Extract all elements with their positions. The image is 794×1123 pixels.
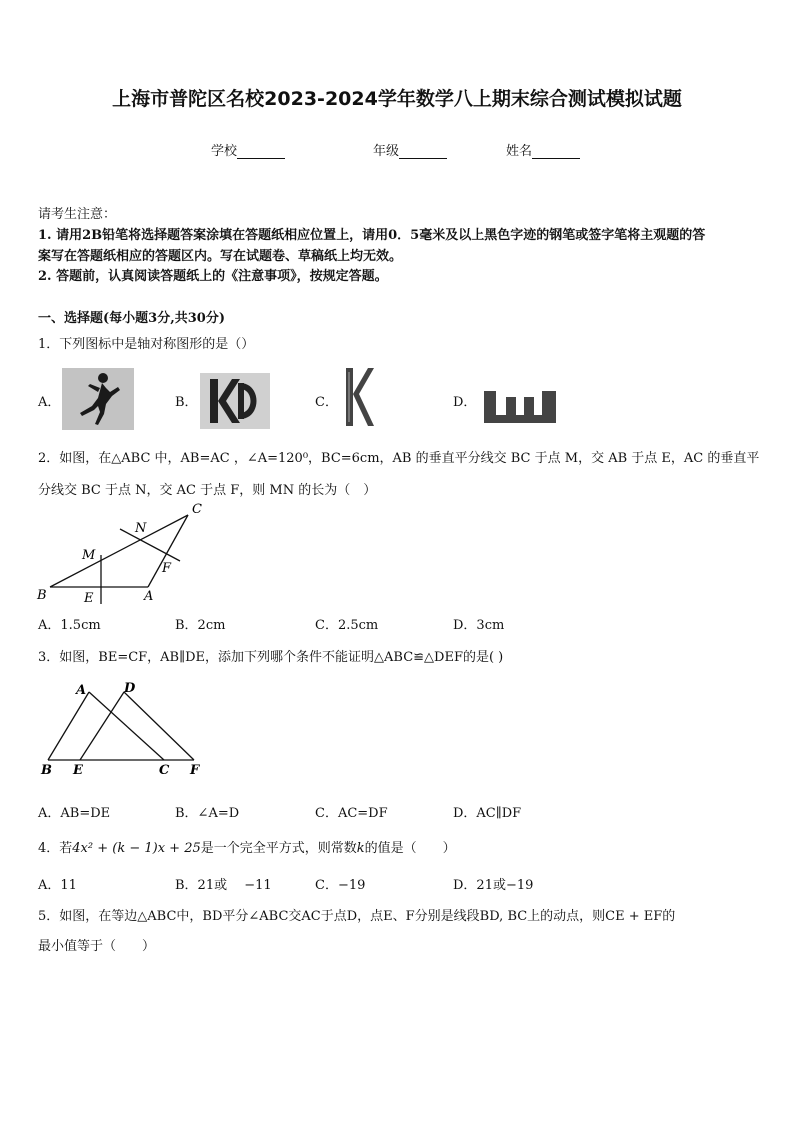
label-n: N: [135, 521, 147, 536]
q1-option-b: B．: [175, 395, 198, 410]
q2-line1: 2．如图，在△ABC 中，AB=AC ，∠A=120⁰，BC=6cm，AB 的垂直平分线交 BC 于点 M，交 AB 于点 E，AC 的垂直平: [38, 451, 760, 466]
q3-option-c: C．AC=DF: [315, 806, 388, 821]
q4-stem-end: 的值是（ ）: [364, 841, 456, 856]
name-blank: [532, 144, 580, 159]
grade-field: [373, 140, 447, 159]
label-f: F: [162, 561, 172, 576]
name-field: [506, 140, 580, 159]
q1-option-c: C．: [315, 395, 338, 410]
name-label: 姓名: [506, 144, 533, 159]
q3-option-d: D．AC∥DF: [453, 806, 522, 821]
q2-option-a: A．1.5cm: [38, 618, 101, 633]
q4-expression: 4x² + (k − 1)x + 25: [72, 841, 201, 856]
label-c: C: [159, 763, 170, 778]
side-de: [80, 692, 124, 760]
side-ac: [89, 692, 164, 760]
q4-option-a: A．11: [38, 878, 77, 893]
q4-option-d: D．21或−19: [453, 878, 534, 893]
label-f: F: [190, 763, 200, 778]
jumpman-logo-icon: [62, 368, 134, 430]
side-ab: [48, 692, 89, 760]
label-d: D: [124, 681, 136, 696]
label-e: E: [73, 763, 83, 778]
q4-variable: k: [356, 841, 365, 856]
kd-logo-icon: [200, 373, 270, 429]
label-e: E: [84, 591, 94, 606]
q4-option-b: B．21或 −11: [175, 878, 272, 893]
lebron-logo-icon: [482, 387, 558, 425]
notice-item1-line2: 案写在答题纸相应的答题区内。写在试题卷、草稿纸上均无效。: [38, 249, 403, 264]
notice-item1-line1: 1. 请用2B铅笔将选择题答案涂填在答题纸相应位置上，请用0．5毫米及以上黑色字迹的钢笔或签字笔将主观题的答: [38, 228, 706, 243]
q3-option-b: B．∠A=D: [175, 806, 240, 821]
section1-heading: 一、选择题(每小题3分,共30分): [38, 311, 225, 326]
q2-option-b: B．2cm: [175, 618, 226, 633]
label-m: M: [82, 548, 96, 563]
grade-blank: [399, 144, 447, 159]
q3-option-a: A．AB=DE: [38, 806, 111, 821]
side-df: [124, 692, 194, 760]
notice-item2: 2. 答题前，认真阅读答题纸上的《注意事项》，按规定答题。: [38, 269, 388, 284]
q2-option-c: C．2.5cm: [315, 618, 379, 633]
q4-option-c: C．−19: [315, 878, 366, 893]
q3-stem: 3．如图，BE=CF，AB∥DE，添加下列哪个条件不能证明△ABC≌△DEF的是( ): [38, 650, 504, 665]
school-label: 学校: [211, 144, 238, 159]
grade-label: 年级: [373, 144, 400, 159]
q2-triangle-figure: [30, 497, 220, 609]
q2-line2: 分线交 BC 于点 N，交 AC 于点 F，则 MN 的长为（ ）: [38, 483, 377, 498]
label-a: A: [76, 683, 87, 698]
page-title: 上海市普陀区名校2023-2024学年数学八上期末综合测试模拟试题: [112, 88, 682, 110]
q2-option-d: D．3cm: [453, 618, 505, 633]
q1-option-d: D．: [453, 395, 477, 410]
q4-stem-post: 是一个完全平方式，则常数: [200, 841, 357, 856]
q1-option-a: A．: [38, 395, 61, 410]
q3-triangles-figure: [34, 680, 214, 780]
q5-line1: 5．如图，在等边△ABC中，BD平分∠ABC交AC于点D，点E、F分别是线段BD, BC上的动点，则CE + EF的: [38, 909, 676, 924]
label-a: A: [144, 589, 154, 604]
label-b: B: [41, 763, 52, 778]
label-b: B: [37, 588, 47, 603]
school-blank: [237, 144, 285, 159]
q1-stem: 1．下列图标中是轴对称图形的是（）: [38, 337, 255, 352]
notice-heading: 请考生注意：: [38, 207, 117, 222]
q4-stem-pre: 4．若: [38, 841, 73, 856]
q4-stem: [38, 837, 456, 856]
label-c: C: [192, 502, 202, 517]
school-field: [211, 140, 285, 159]
q5-line2: 最小值等于（ ）: [38, 939, 156, 954]
kyrie-logo-icon: [338, 364, 378, 430]
